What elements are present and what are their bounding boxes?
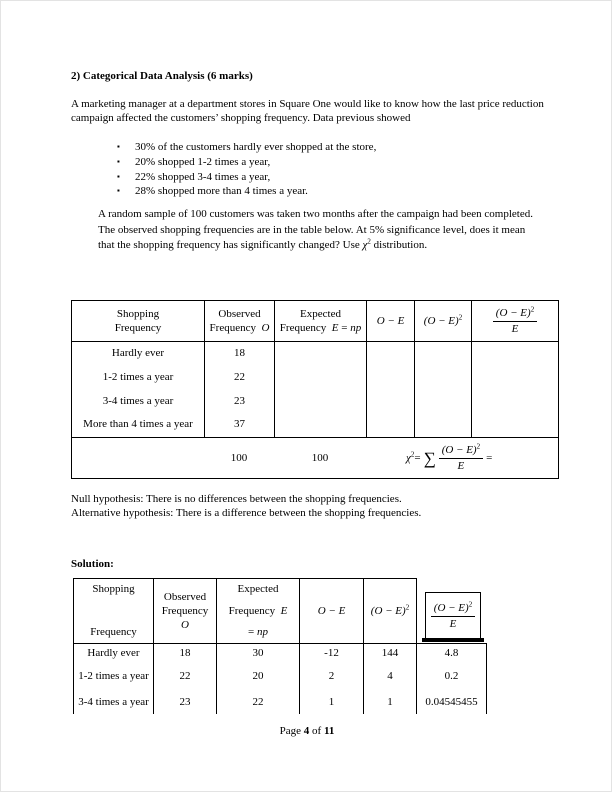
diff-sq-column-empty (415, 342, 472, 438)
question-text: A random sample of 100 customers was taken two months after the campaign had been completed. The observed shopping frequencies are in the table below. At 5% significance level, does it mean that the shopping frequency has significantly changed? Use (98, 208, 533, 251)
chi-symbol: χ (362, 239, 368, 251)
page-number: 4 (303, 725, 310, 737)
table-body-band (72, 342, 559, 438)
table-row: Hardly ever 18 30 -12 144 4.8 (74, 644, 487, 663)
null-hypothesis: Null hypothesis: There is no differences between the shopping frequencies. (71, 493, 402, 505)
observed-column: 18 22 23 37 (205, 342, 275, 438)
bullet-list (117, 140, 376, 199)
bullet-text: 22% shopped 3-4 times a year, (135, 170, 271, 183)
list-item (117, 140, 376, 155)
header-shopping-frequency: Shopping Frequency (72, 301, 205, 342)
header-o-minus-e-squared: $(O - E)^2$ (364, 579, 417, 644)
bullet-text: 28% shopped more than 4 times a year. (135, 185, 308, 198)
intro-paragraph: A marketing manager at a department stores in Square One would like to know how the last price reduction campaign affected the customers’ shopping frequency. Data previous showed (71, 98, 544, 125)
expected-column-empty (275, 342, 367, 438)
chi-exponent: 2 (367, 237, 371, 246)
question-paragraph (98, 207, 542, 254)
header-o-minus-e: O − E (367, 301, 415, 342)
table-header-row (72, 301, 559, 342)
question-text-end: distribution. (373, 239, 428, 251)
chi-symbol: χ (406, 452, 411, 464)
fraction: $\frac{(O - E)^2}{E}$ (439, 444, 483, 473)
fraction: $\frac{(O - E)^2}{E}$ (431, 602, 475, 631)
header-observed-frequency: Observed Frequency O (154, 579, 217, 644)
chi-square-formula: $\chi^2=$ ∑ $\frac{(O - E)^2}{E}$ = (406, 441, 493, 472)
list-item (117, 155, 376, 170)
header-box-underline (422, 638, 484, 642)
summation-symbol: ∑ (423, 448, 436, 468)
page-footer: Page 4 of 11 (279, 725, 335, 737)
table-row: 1-2 times a year 22 20 2 4 0.2 (74, 662, 487, 690)
header-expected-frequency: Expected Frequency E = np (217, 579, 300, 644)
section-title: 2) Categorical Data Analysis (6 marks) (71, 70, 253, 82)
total-pages: 11 (323, 725, 335, 737)
total-observed: 100 (230, 452, 248, 464)
bullet-icon: ▪ (117, 171, 120, 181)
frequency-question-table (71, 300, 559, 479)
bullet-text: 30% of the customers hardly ever shopped at the store, (135, 141, 377, 153)
header-o-minus-e: O − E (300, 579, 364, 644)
chi-term-column-empty (472, 342, 559, 438)
list-item (117, 170, 376, 185)
bullet-text: 20% shopped 1-2 times a year, (135, 155, 271, 168)
diff-column-empty (367, 342, 415, 438)
solution-label: Solution: (71, 558, 114, 570)
fraction: $\frac{(O - E)^2}{E}$ (493, 307, 537, 336)
alternative-hypothesis: Alternative hypothesis: There is a difference between the shopping frequencies. (71, 507, 422, 519)
table-row: 3-4 times a year 23 22 1 1 0.04545455 (74, 690, 487, 714)
total-expected: 100 (311, 452, 329, 464)
category-column: Hardly ever 1-2 times a year 3-4 times a year More than 4 times a year (72, 342, 205, 438)
header-chi-term (472, 301, 559, 342)
list-item (117, 184, 376, 199)
table-totals-row (72, 438, 559, 479)
bullet-icon: ▪ (117, 156, 120, 166)
header-observed-frequency: Observed Frequency O (205, 301, 275, 342)
header-shopping-frequency: Shopping Frequency (74, 579, 154, 644)
equals-sign: = (486, 452, 493, 464)
header-expected-frequency: Expected Frequency E = np (275, 301, 367, 342)
bullet-icon: ▪ (117, 142, 120, 151)
header-o-minus-e-squared: $(O - E)^2$ (415, 301, 472, 342)
chi-term-header-box (425, 592, 481, 640)
bullet-icon: ▪ (117, 186, 120, 196)
